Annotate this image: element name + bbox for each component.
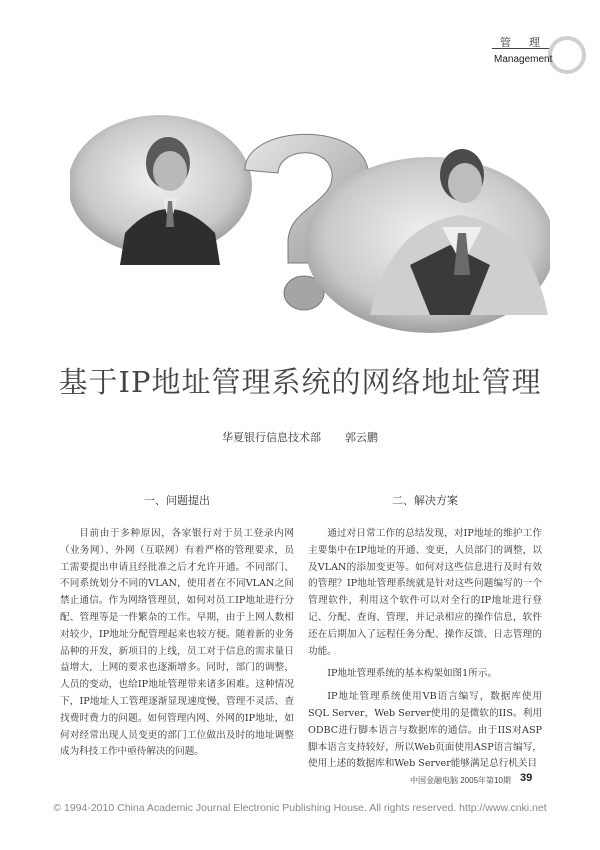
column-left [60, 492, 294, 767]
copyright-watermark: © 1994-2010 China Academic Journal Electronic Publishing House. All rights reserved. http://www.cnki.net [53, 802, 547, 814]
author-name: 郭云鹏 [345, 431, 378, 444]
question-mark-illustration [70, 115, 550, 335]
column-right [308, 492, 542, 779]
byline [0, 429, 600, 445]
body-paragraph: IP地址管理系统的基本构架如图1所示。 [327, 668, 498, 680]
body-paragraph: 目前由于多种原因，各家银行对于员工登录内网（业务网）、外网（互联网）有着严格的管理要求，员工需要提出申请且经批准之后才允许开通。不同部门、不同系统划分不同的VLAN，使用者在不同VLAN之间禁止通信。作为网络管理员，如何对员工IP地址进行分配、管理等是一件繁杂的工作。早期，由于上网人数相对较少，IP地址分配管理起来也较方便。随着新的业务品种的开发，新项目的上线，员工对于信息的需求量日益增大，上网的要求也逐渐增多。同时，部门的调整，人员的变动，也给IP地址管理带来诸多困难。这种情况下，IP地址人工管理逐渐显现速度慢、管理不灵活、查找费时费力的问题。如何管理内网、外网的IP地址，如何对经常出现人员变更的部门工位做出及时的地址调整成为科技工作中亟待解决的问题。 [60, 528, 294, 758]
section-heading: 二、解决方案 [392, 494, 458, 507]
page-number: 39 [520, 772, 533, 784]
body-paragraph: IP地址管理系统使用VB语言编写，数据库使用SQL Server，Web Server使用的是微软的IIS。利用ODBC进行脚本语言与数据库的通信。由于IIS对ASP脚本语言支持较好，所以Web页面使用ASP语言编写，使用上述的数据库和Web Server能够满足总行机关目 [308, 691, 542, 770]
section-label-en: Management [494, 54, 553, 65]
section-heading: 一、问题提出 [144, 494, 210, 507]
article-title: 基于IP地址管理系统的网络地址管理 [58, 365, 542, 399]
journal-footer: 中国金融电脑 2005年第10期 [410, 776, 511, 785]
body-paragraph: 通过对日常工作的总结发现，对IP地址的维护工作主要集中在IP地址的开通、变更，人员部门的调整，以及VLAN的添加变更等。如何对这些信息进行及时有效的管理？IP地址管理系统就是针对这些问题编写的一个管理软件，利用这个软件可以对全行的IP地址进行登记、分配、查询、管理，并记录相应的操作信息，软件还在后期加入了远程任务分配、操作反馈、日志管理的功能。 [308, 528, 542, 657]
author-department: 华夏银行信息技术部 [222, 431, 321, 444]
section-tab [492, 36, 584, 84]
section-label-cn: 管理 [500, 36, 558, 49]
